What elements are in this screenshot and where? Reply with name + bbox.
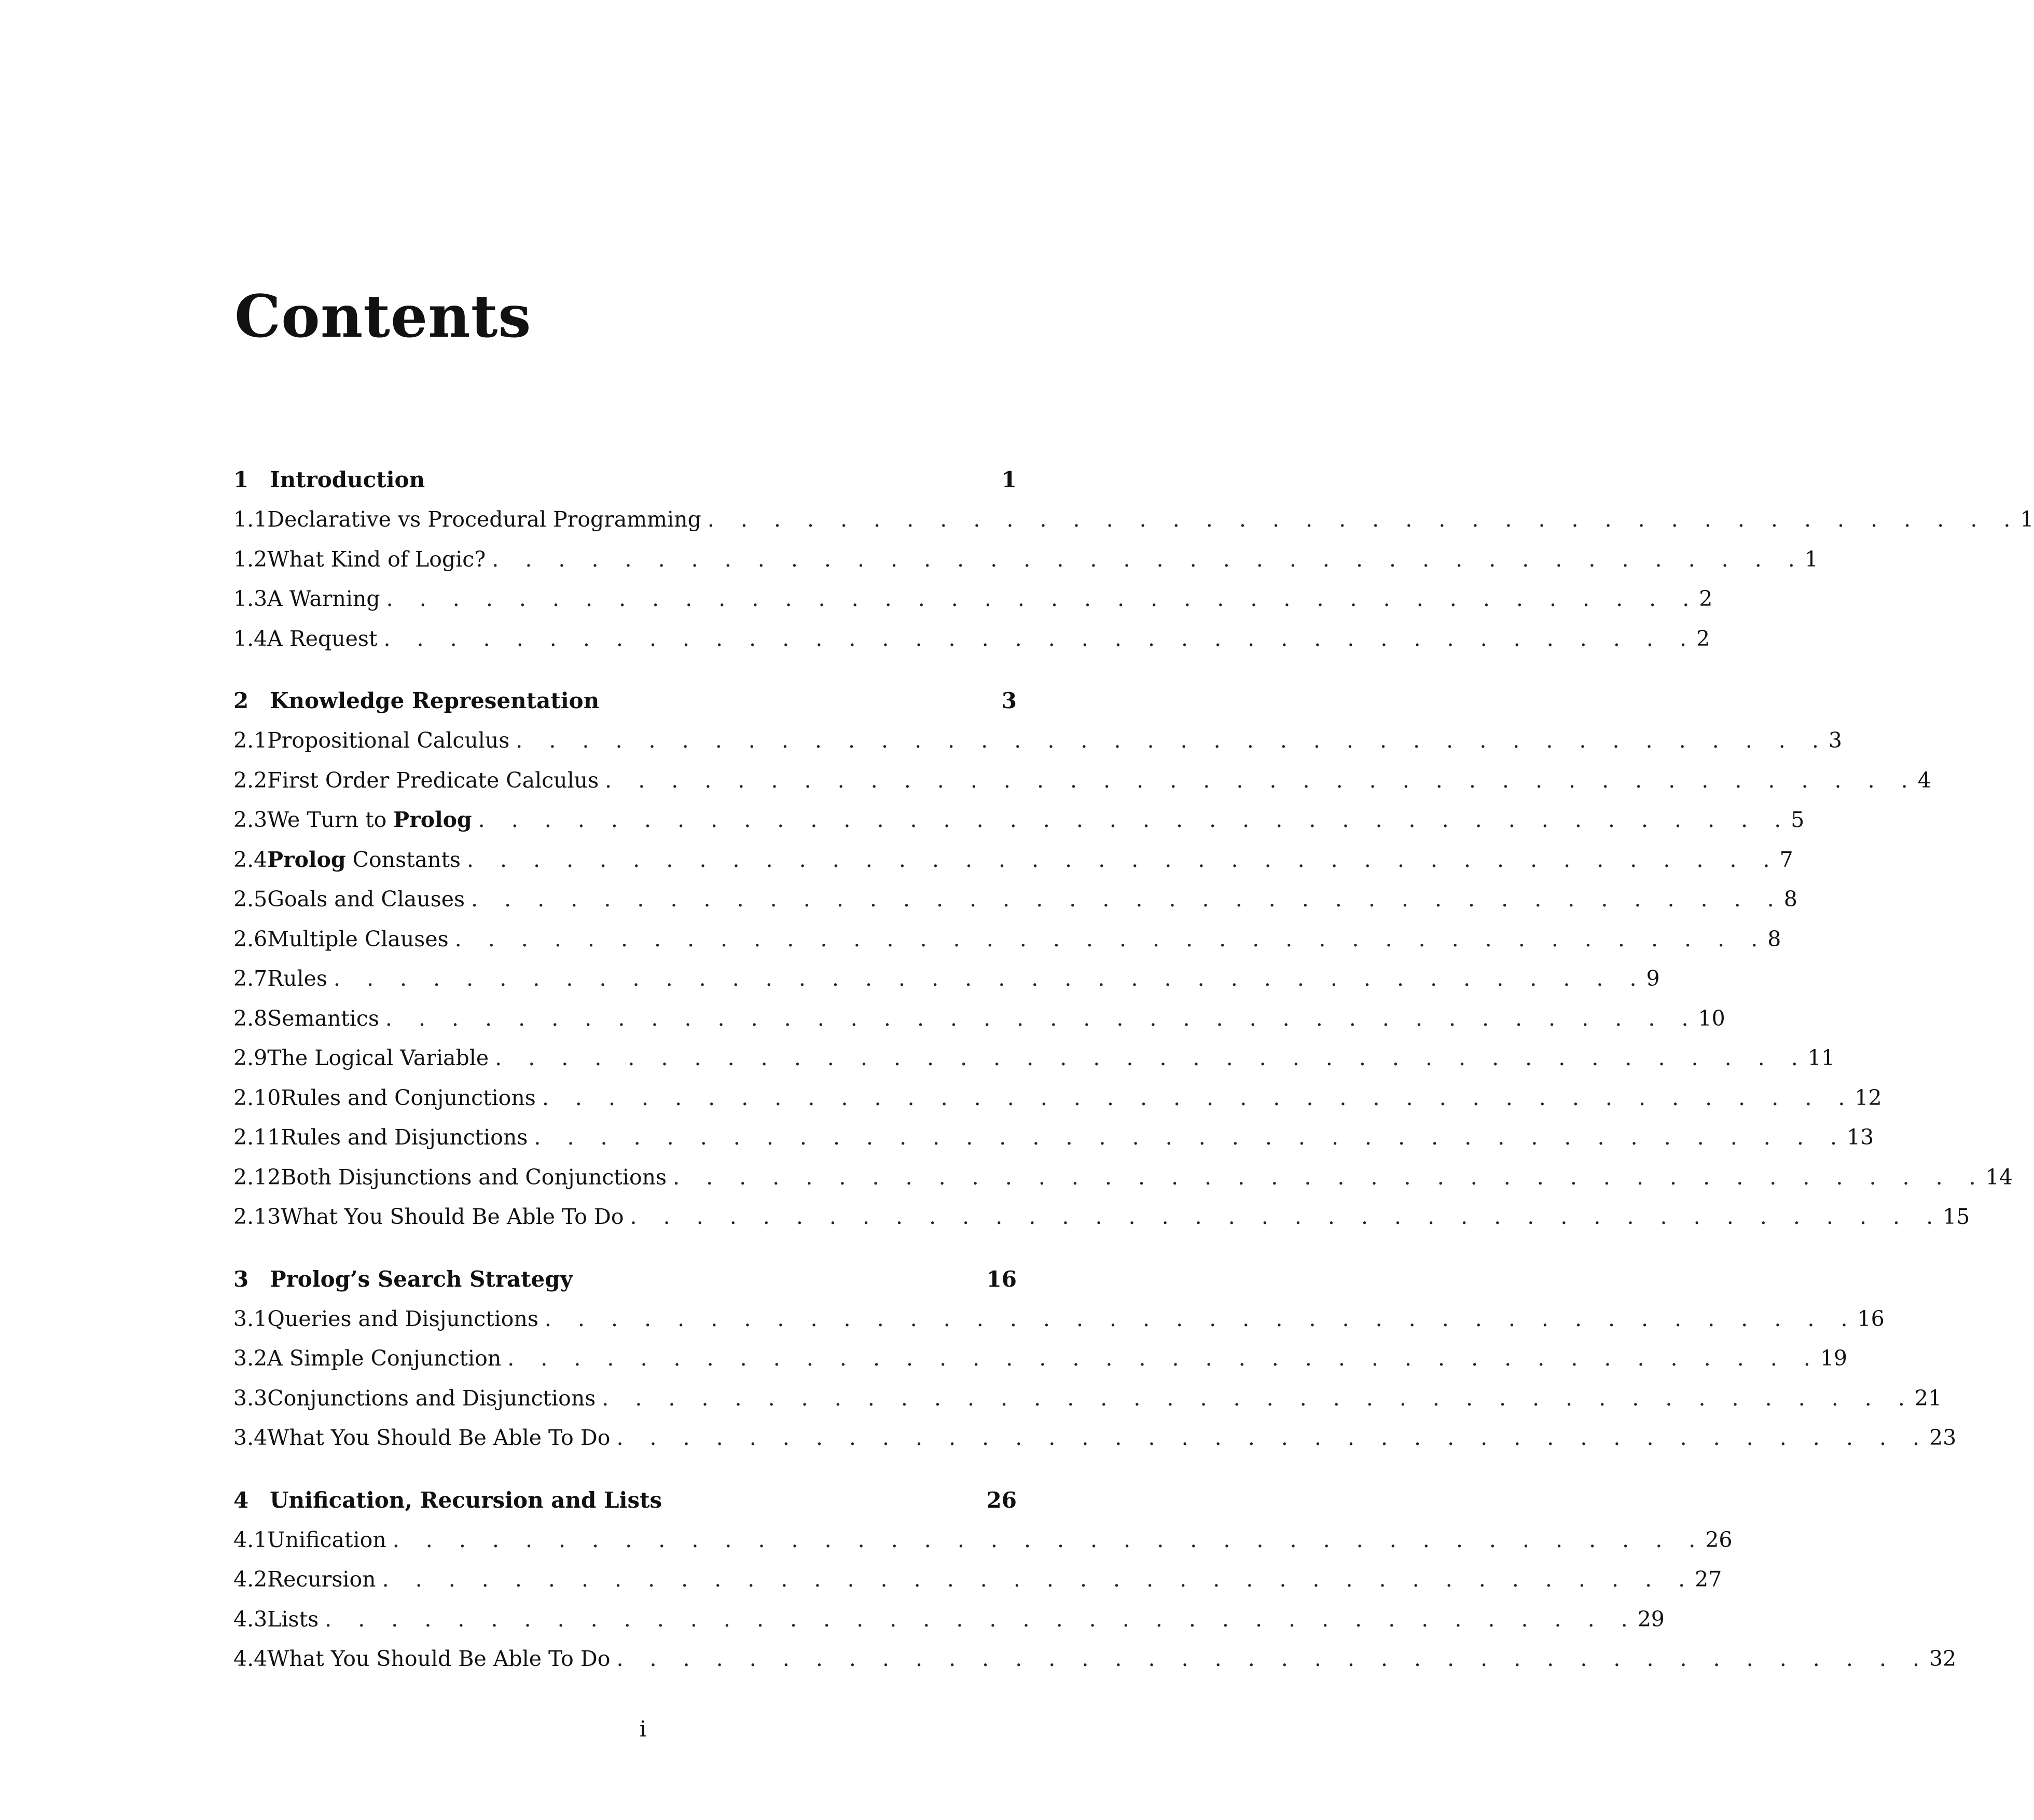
section-title-text: Constants <box>345 847 461 872</box>
chapter-title: Unification, Recursion and Lists <box>270 1487 662 1513</box>
section-number: 2.6 <box>233 926 268 952</box>
section-title-with-leader <box>267 927 1767 952</box>
page-title: Contents <box>234 283 532 351</box>
toc-section-entry[interactable] <box>233 1385 1942 1426</box>
section-title <box>267 807 478 832</box>
section-title: The Logical Variable <box>267 1045 489 1070</box>
chapter-page-number: 1 <box>1001 467 1017 492</box>
section-title-with-leader <box>267 1646 1929 1671</box>
toc-section-entry[interactable] <box>233 1164 2013 1205</box>
dot-leader: . . . . . . . . . . . . . . . . . . . . . . . . . . . . . . . . . . . . . . . . <box>602 1385 1915 1411</box>
toc-chapter-entry[interactable] <box>233 688 1017 728</box>
section-title-with-leader <box>267 1346 1820 1371</box>
section-number: 4.1 <box>233 1527 268 1552</box>
dot-leader: . . . . . . . . . . . . . . . . . . . . . . . . . . . . . . . . . . . . . . . . <box>616 1425 1930 1450</box>
section-title: Queries and Disjunctions <box>267 1306 538 1331</box>
dot-leader: . . . . . . . . . . . . . . . . . . . . . . . . . . . . . . . . . . . . . . . . <box>516 728 1829 753</box>
section-title-with-leader <box>267 1306 1857 1331</box>
section-title <box>267 847 467 872</box>
section-number: 2.10 <box>233 1085 281 1110</box>
section-title: Both Disjunctions and Conjunctions <box>281 1164 667 1190</box>
section-number: 3.1 <box>233 1306 268 1331</box>
toc-chapter <box>233 688 2013 1244</box>
section-title-with-leader <box>267 807 1791 832</box>
section-title: Multiple Clauses <box>267 926 449 952</box>
dot-leader: . . . . . . . . . . . . . . . . . . . . . . . . . . . . . . . . . . . . . . . . <box>492 546 1805 572</box>
section-title-with-leader <box>267 847 1779 872</box>
section-number: 2.7 <box>233 966 268 991</box>
dot-leader: . . . . . . . . . . . . . . . . . . . . . . . . . . . . . . . . . . . . . . . . <box>605 767 1918 793</box>
table-of-contents <box>233 467 2034 1708</box>
dot-leader: . . . . . . . . . . . . . . . . . . . . . . . . . . . . . . . . . . . . . . . . <box>333 966 1646 991</box>
chapter-page-number: 16 <box>986 1266 1017 1292</box>
toc-section-entry[interactable] <box>233 1306 1885 1346</box>
chapter-page-number: 3 <box>1001 688 1017 713</box>
section-page-number: 9 <box>1646 966 1660 991</box>
section-number: 2.9 <box>233 1045 268 1070</box>
section-title-with-leader <box>281 1204 1943 1229</box>
section-title-with-leader <box>281 1085 1855 1110</box>
section-title-with-leader <box>267 1045 1808 1070</box>
dot-leader: . . . . . . . . . . . . . . . . . . . . . . . . . . . . . . . . . . . . . . . . <box>454 926 1768 952</box>
section-title: Conjunctions and Disjunctions <box>267 1385 596 1411</box>
dot-leader: . . . . . . . . . . . . . . . . . . . . . . . . . . . . . . . . . . . . . . . . <box>495 1045 1808 1070</box>
dot-leader: . . . . . . . . . . . . . . . . . . . . . . . . . . . . . . . . . . . . . . . . <box>466 847 1780 872</box>
section-title-with-leader <box>267 586 1699 611</box>
toc-section-entry[interactable] <box>233 1346 1847 1386</box>
toc-section-entry[interactable] <box>233 1045 1835 1085</box>
toc-section-entry[interactable] <box>233 1085 1882 1125</box>
section-page-number: 26 <box>1705 1527 1733 1552</box>
section-title: Semantics <box>267 1005 379 1031</box>
chapter-title: Knowledge Representation <box>270 688 600 713</box>
toc-chapter <box>233 1266 1957 1465</box>
section-title: What Kind of Logic? <box>267 546 486 572</box>
dot-leader: . . . . . . . . . . . . . . . . . . . . . . . . . . . . . . . . . . . . . . . . <box>507 1346 1820 1371</box>
section-page-number: 4 <box>1917 767 1931 793</box>
toc-section-entry[interactable] <box>233 966 1660 1006</box>
chapter-number: 1 <box>233 467 249 492</box>
section-title: Declarative vs Procedural Programming <box>267 507 701 532</box>
dot-leader: . . . . . . . . . . . . . . . . . . . . . . . . . . . . . . . . . . . . . . . . <box>673 1164 1986 1190</box>
section-number: 2.13 <box>233 1204 281 1229</box>
section-title: What You Should Be Able To Do <box>267 1646 611 1671</box>
section-title: A Simple Conjunction <box>267 1346 502 1371</box>
toc-section-entry[interactable] <box>233 887 1797 927</box>
toc-section-entry[interactable] <box>233 926 1781 967</box>
section-title-with-leader <box>281 1125 1847 1150</box>
section-page-number: 12 <box>1855 1085 1882 1110</box>
section-title-with-leader <box>281 1165 1985 1190</box>
dot-leader: . . . . . . . . . . . . . . . . . . . . . . . . . . . . . . . . . . . . . . . . <box>542 1085 1855 1110</box>
section-title-with-leader <box>267 887 1783 912</box>
section-number: 3.2 <box>233 1346 268 1371</box>
section-page-number: 16 <box>1857 1306 1885 1331</box>
section-title: Recursion <box>267 1567 376 1592</box>
toc-section-entry[interactable] <box>233 507 2034 547</box>
toc-section-entry[interactable] <box>233 807 1805 847</box>
section-title-with-leader <box>267 768 1918 793</box>
toc-section-entry[interactable] <box>233 1005 1725 1046</box>
section-title: Goals and Clauses <box>267 887 465 912</box>
section-title-text: We Turn to <box>267 807 394 832</box>
chapter-title: Introduction <box>270 467 425 492</box>
section-title-with-leader <box>267 626 1696 651</box>
section-number: 2.3 <box>233 807 268 832</box>
dot-leader: . . . . . . . . . . . . . . . . . . . . . . . . . . . . . . . . . . . . . . . . <box>534 1125 1847 1150</box>
section-number: 3.4 <box>233 1425 268 1450</box>
dot-leader: . . . . . . . . . . . . . . . . . . . . . . . . . . . . . . . . . . . . . . . . <box>478 807 1791 832</box>
section-title-with-leader <box>267 1527 1705 1552</box>
section-title-with-leader <box>267 728 1829 753</box>
section-title: Unification <box>267 1527 386 1552</box>
section-title-with-leader <box>267 1607 1638 1632</box>
toc-chapter-entry[interactable] <box>233 467 1017 507</box>
section-number: 2.12 <box>233 1164 281 1190</box>
section-number: 4.3 <box>233 1606 268 1632</box>
section-title: Rules <box>267 966 327 991</box>
toc-section-entry[interactable] <box>233 847 1793 887</box>
dot-leader: . . . . . . . . . . . . . . . . . . . . . . . . . . . . . . . . . . . . . . . . <box>707 507 2021 532</box>
section-page-number: 13 <box>1846 1125 1874 1150</box>
section-page-number: 1 <box>2020 507 2034 532</box>
section-page-number: 8 <box>1783 887 1797 912</box>
toc-section-entry[interactable] <box>233 586 1713 626</box>
dot-leader: . . . . . . . . . . . . . . . . . . . . . . . . . . . . . . . . . . . . . . . . <box>386 586 1699 611</box>
section-title-with-leader <box>267 1425 1929 1450</box>
section-title-bold: Prolog <box>393 807 472 832</box>
toc-section-entry[interactable] <box>233 546 1818 587</box>
section-page-number: 23 <box>1929 1425 1957 1450</box>
section-page-number: 27 <box>1695 1567 1722 1592</box>
dot-leader: . . . . . . . . . . . . . . . . . . . . . . . . . . . . . . . . . . . . . . . . <box>544 1306 1858 1331</box>
section-title: Rules and Disjunctions <box>281 1125 528 1150</box>
section-page-number: 5 <box>1791 807 1805 832</box>
dot-leader: . . . . . . . . . . . . . . . . . . . . . . . . . . . . . . . . . . . . . . . . <box>392 1527 1706 1552</box>
section-title: First Order Predicate Calculus <box>267 767 599 793</box>
toc-section-entry[interactable] <box>233 767 1931 808</box>
section-title-with-leader <box>267 1386 1915 1411</box>
section-page-number: 3 <box>1828 728 1842 753</box>
chapter-number: 4 <box>233 1487 249 1513</box>
section-page-number: 11 <box>1807 1045 1835 1070</box>
dot-leader: . . . . . . . . . . . . . . . . . . . . . . . . . . . . . . . . . . . . . . . . <box>382 1567 1695 1592</box>
section-title-with-leader <box>267 1567 1695 1592</box>
section-number: 2.4 <box>233 847 268 872</box>
toc-section-entry[interactable] <box>233 1527 1733 1567</box>
section-title: Propositional Calculus <box>267 728 510 753</box>
section-number: 3.3 <box>233 1385 268 1411</box>
toc-section-entry[interactable] <box>233 728 1842 768</box>
section-title: A Request <box>267 626 378 651</box>
dot-leader: . . . . . . . . . . . . . . . . . . . . . . . . . . . . . . . . . . . . . . . . <box>383 626 1697 651</box>
section-number: 2.2 <box>233 767 268 793</box>
section-page-number: 8 <box>1767 926 1781 952</box>
section-page-number: 32 <box>1929 1646 1957 1671</box>
section-page-number: 21 <box>1914 1385 1942 1411</box>
section-page-number: 1 <box>1804 546 1818 572</box>
chapter-title: Prolog’s Search Strategy <box>270 1266 573 1292</box>
section-title: Lists <box>267 1606 319 1632</box>
section-page-number: 15 <box>1943 1204 1970 1229</box>
dot-leader: . . . . . . . . . . . . . . . . . . . . . . . . . . . . . . . . . . . . . . . . <box>325 1606 1638 1632</box>
dot-leader: . . . . . . . . . . . . . . . . . . . . . . . . . . . . . . . . . . . . . . . . <box>471 887 1784 912</box>
page-number: i <box>639 1716 647 1742</box>
dot-leader: . . . . . . . . . . . . . . . . . . . . . . . . . . . . . . . . . . . . . . . . <box>616 1646 1930 1671</box>
section-number: 1.3 <box>233 586 268 611</box>
chapter-number: 3 <box>233 1266 249 1292</box>
section-page-number: 10 <box>1698 1005 1725 1031</box>
chapter-page-number: 26 <box>986 1487 1017 1513</box>
section-title-with-leader <box>267 966 1646 991</box>
dot-leader: . . . . . . . . . . . . . . . . . . . . . . . . . . . . . . . . . . . . . . . . <box>630 1204 1943 1229</box>
section-page-number: 2 <box>1699 586 1713 611</box>
toc-section-entry[interactable] <box>233 1567 1722 1607</box>
section-number: 1.1 <box>233 507 268 532</box>
section-page-number: 2 <box>1696 626 1710 651</box>
section-title: A Warning <box>267 586 380 611</box>
section-number: 2.1 <box>233 728 268 753</box>
section-title: What You Should Be Able To Do <box>267 1425 611 1450</box>
section-number: 2.8 <box>233 1005 268 1031</box>
section-number: 4.2 <box>233 1567 268 1592</box>
toc-chapter <box>233 1487 1957 1686</box>
section-number: 4.4 <box>233 1646 268 1671</box>
toc-section-entry[interactable] <box>233 1606 1665 1647</box>
section-number: 2.11 <box>233 1125 281 1150</box>
section-title-with-leader <box>267 547 1805 572</box>
section-number: 1.2 <box>233 546 268 572</box>
section-title: What You Should Be Able To Do <box>281 1204 624 1229</box>
chapter-number: 2 <box>233 688 249 713</box>
section-page-number: 29 <box>1637 1606 1665 1632</box>
section-page-number: 19 <box>1820 1346 1847 1371</box>
section-page-number: 14 <box>1985 1164 2013 1190</box>
toc-chapter-entry[interactable] <box>233 1266 1017 1306</box>
toc-section-entry[interactable] <box>233 1646 1957 1686</box>
section-number: 1.4 <box>233 626 268 651</box>
toc-section-entry[interactable] <box>233 1425 1957 1465</box>
section-title: Rules and Conjunctions <box>281 1085 536 1110</box>
toc-section-entry[interactable] <box>233 1125 1874 1165</box>
section-number: 2.5 <box>233 887 268 912</box>
toc-chapter-entry[interactable] <box>233 1487 1017 1527</box>
toc-chapter <box>233 467 2034 666</box>
toc-section-entry[interactable] <box>233 626 1710 666</box>
dot-leader: . . . . . . . . . . . . . . . . . . . . . . . . . . . . . . . . . . . . . . . . <box>385 1005 1698 1031</box>
section-title-with-leader <box>267 507 2020 532</box>
section-title-with-leader <box>267 1006 1698 1031</box>
section-title-bold: Prolog <box>267 847 346 872</box>
toc-section-entry[interactable] <box>233 1204 1970 1244</box>
section-page-number: 7 <box>1779 847 1793 872</box>
